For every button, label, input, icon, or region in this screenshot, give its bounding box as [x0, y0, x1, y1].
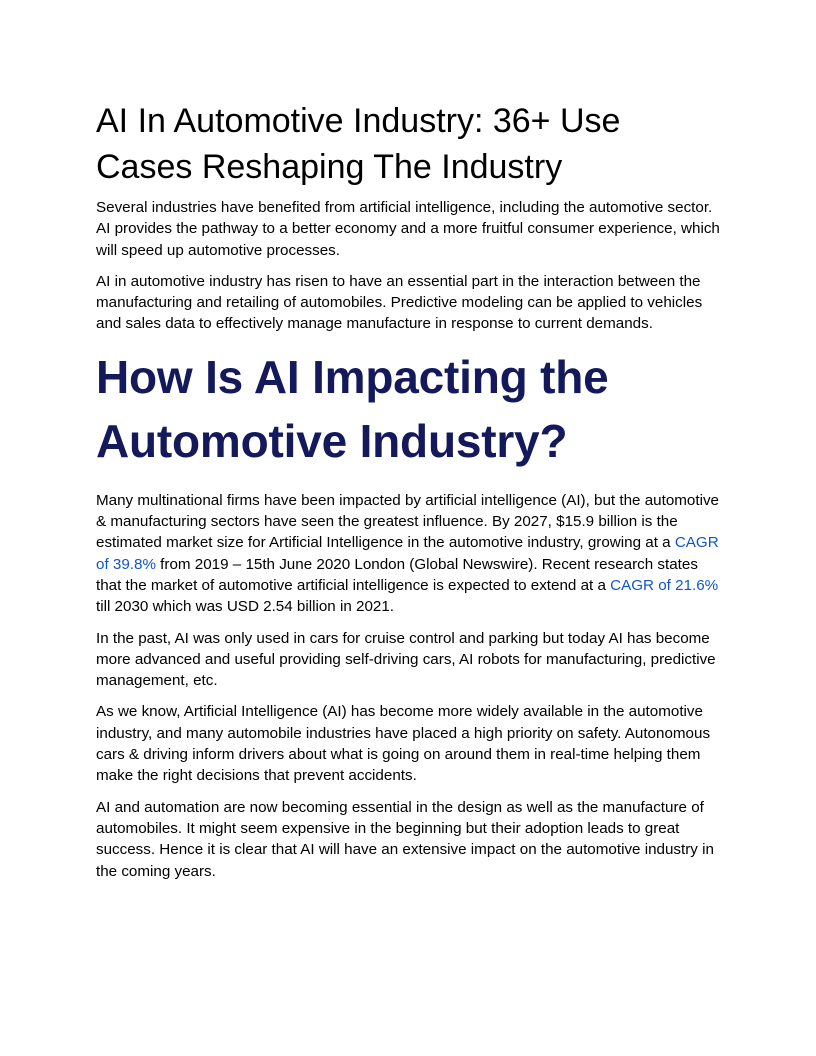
intro-paragraph-2: AI in automotive industry has risen to have an essential part in the interaction between the manufacturing and retailing of automobiles. Predictive modeling can be applied to vehicles and sales data to effectively manage manufacture in response to current demands.: [96, 272, 703, 333]
market-text-1: Many multinational firms have been impacted by artificial intelligence (AI), but the automotive & manufacturing sectors have seen the greatest influence. By 2027, $15.9 billion is the estimated market size for Artificial Intelligence in the automotive industry, growing at a: [96, 491, 719, 552]
market-text-3: till 2030 which was USD 2.54 billion in 2021.: [96, 598, 395, 616]
history-paragraph: In the past, AI was only used in cars for cruise control and parking but today AI has become more advanced and useful providing self-driving cars, AI robots for manufacturing, predictive management, etc.: [96, 629, 716, 690]
document-page: [96, 98, 722, 892]
cagr-39-link[interactable]: CAGR of 39.8%: [96, 534, 719, 573]
safety-paragraph: As we know, Artificial Intelligence (AI) has become more widely available in the automotive industry, and many automobile industries have placed a high priority on safety. Autonomous cars & driving inform drivers about what is going on around them in real-time helping them make the right decisions that prevent accidents.: [96, 703, 711, 785]
cagr-21-link[interactable]: CAGR of 21.6%: [610, 576, 719, 594]
intro-paragraph-1: Several industries have benefited from artificial intelligence, including the automotive sector. AI provides the pathway to a better economy and a more fruitful consumer experience, which will speed up automotive processes.: [96, 199, 720, 259]
market-paragraph: [96, 490, 722, 618]
section-heading: How Is AI Impacting the Automotive Industry?: [96, 350, 609, 467]
market-text-2: from 2019 – 15th June 2020 London (Global Newswire). Recent research states that the market of automotive artificial intelligence is expected to extend at a: [96, 555, 698, 594]
conclusion-paragraph: AI and automation are now becoming essential in the design as well as the manufacture of automobiles. It might seem expensive in the beginning but their adoption leads to great success. Hence it is clear that AI will have an extensive impact on the automotive industry in the coming years.: [96, 798, 714, 880]
article-title: AI In Automotive Industry: 36+ Use Cases Reshaping The Industry: [96, 102, 621, 186]
